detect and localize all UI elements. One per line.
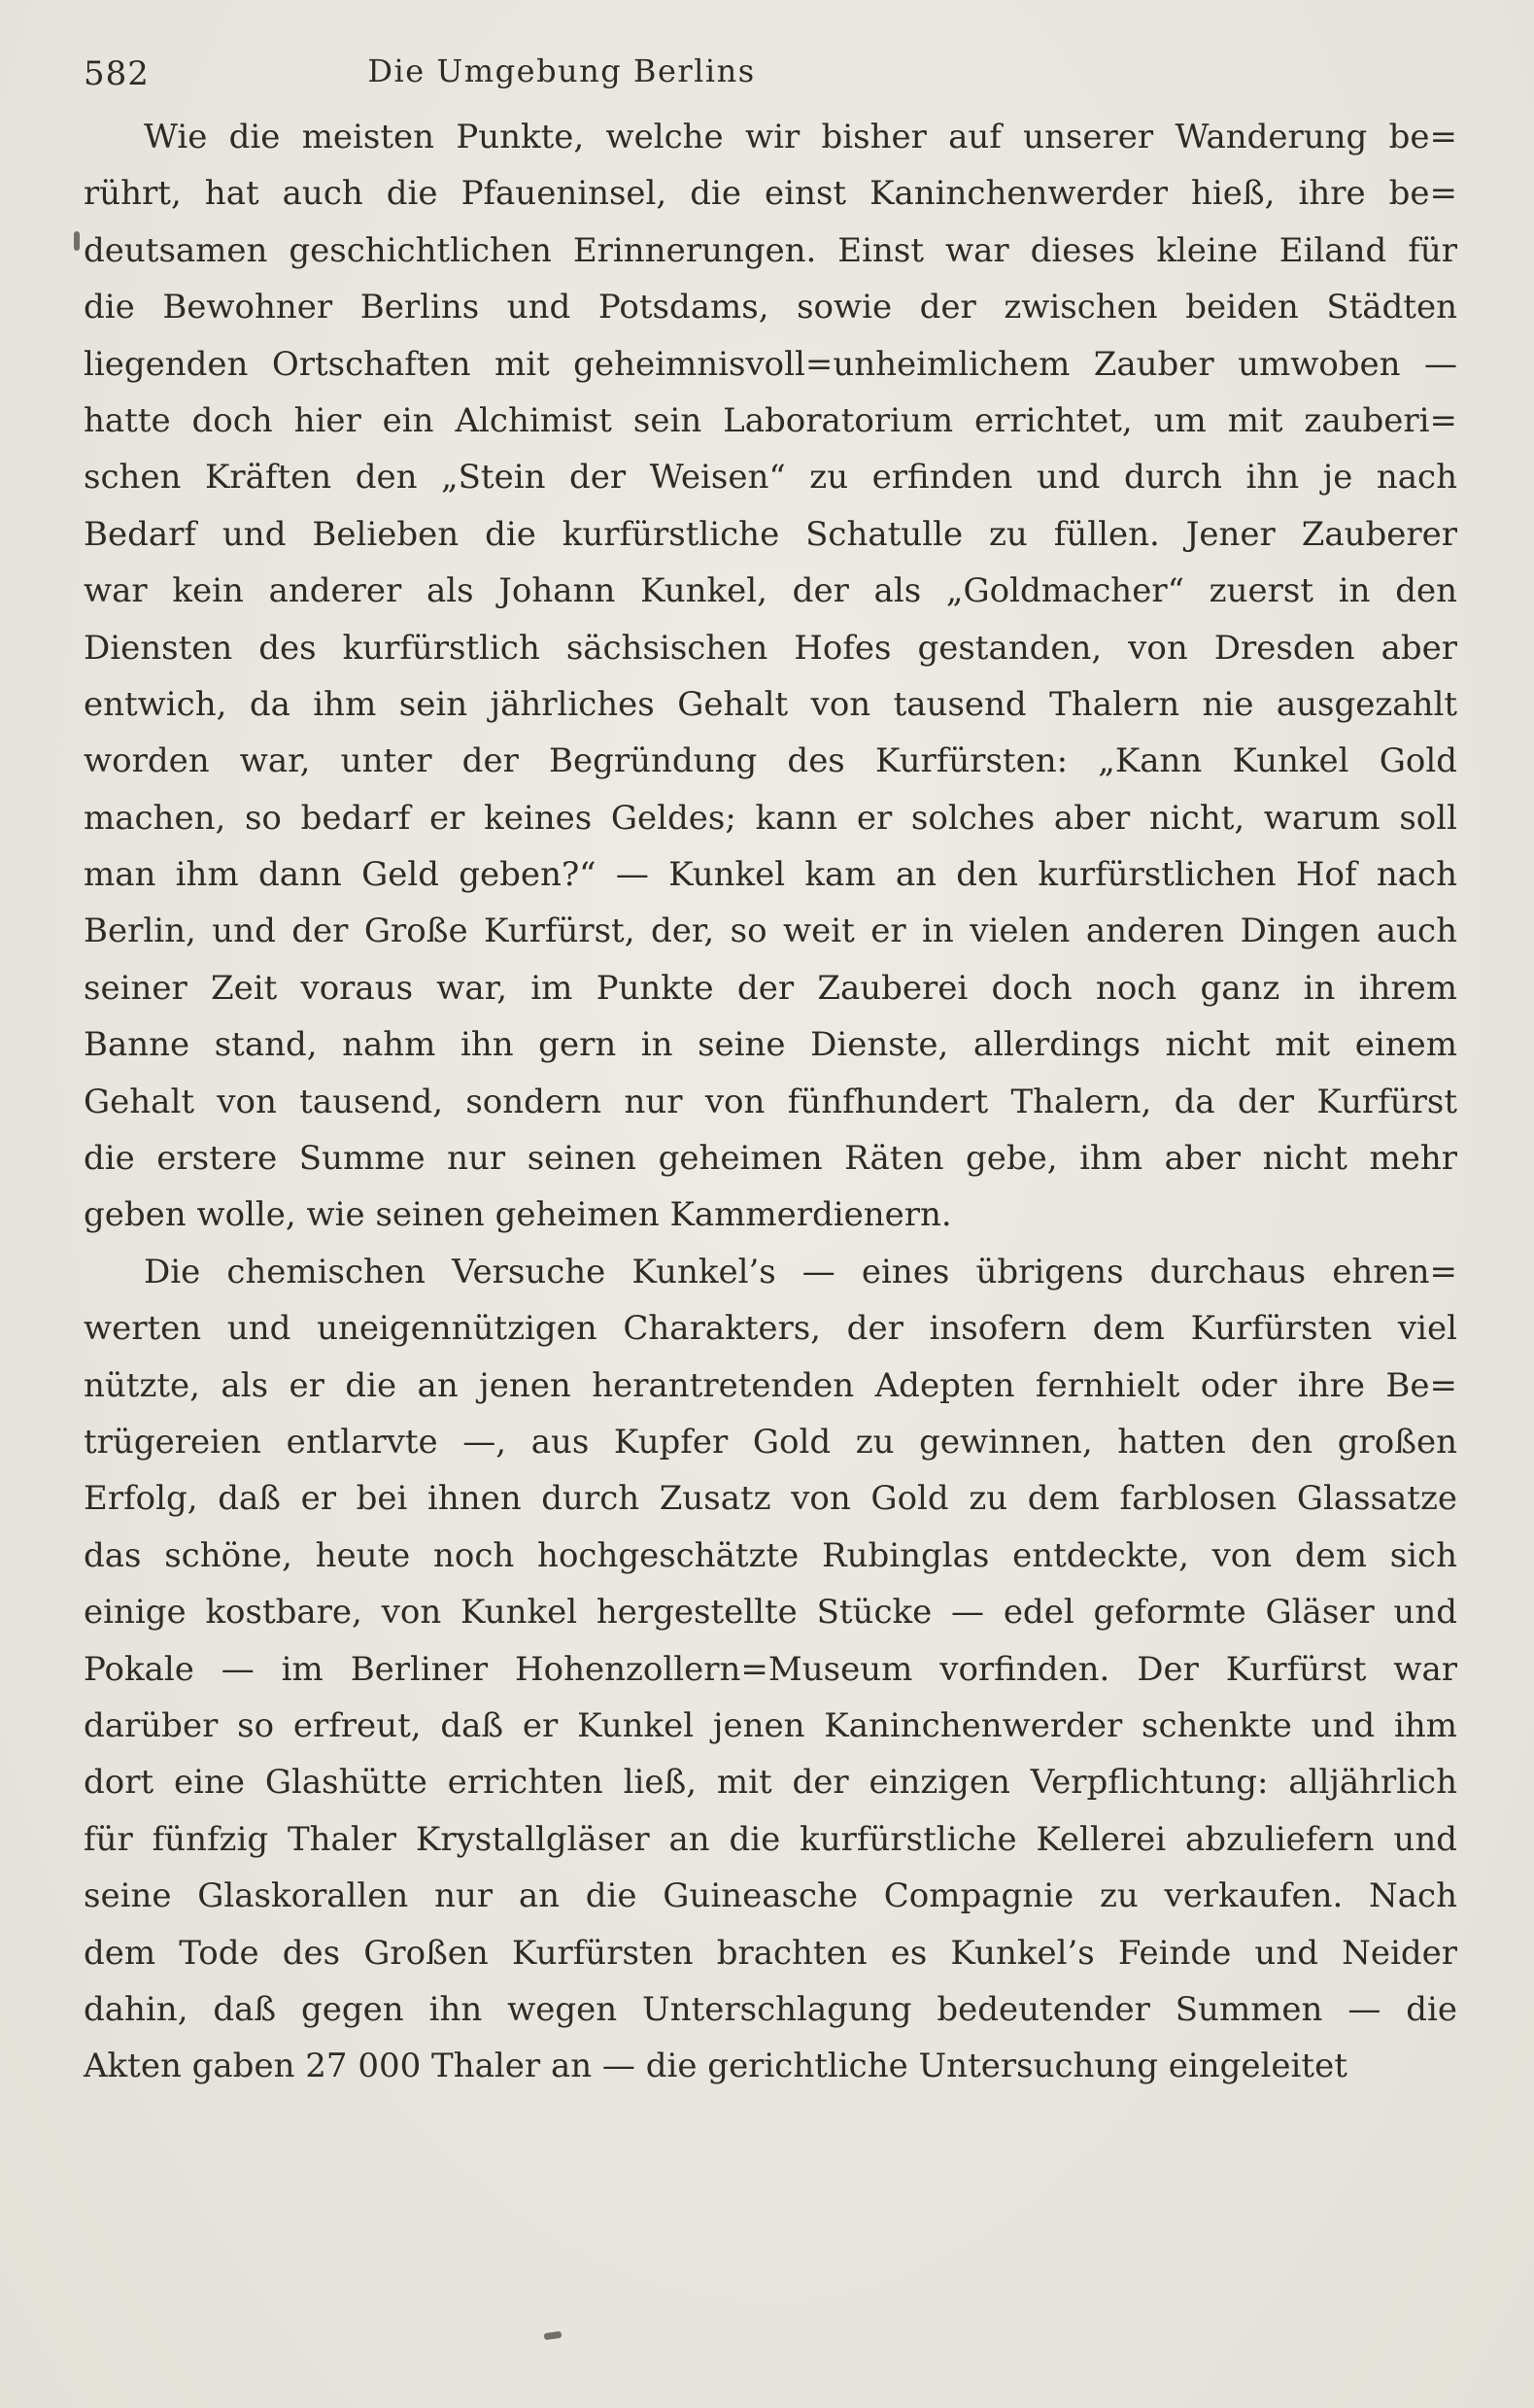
text-line: geben wolle, wie seinen geheimen Kammerdienern. (84, 1195, 952, 1235)
text-line: dem Tode des Großen Kurfürsten brachten es Kunkel’s Feinde und Neider (84, 1933, 1457, 1973)
paragraph-2 (84, 1244, 1457, 2095)
text-line: entwich, da ihm sein jährliches Gehalt von tausend Thalern nie ausgezahlt (84, 684, 1457, 724)
text-line: Berlin, und der Große Kurfürst, der, so weit er in vielen anderen Dingen auch (84, 912, 1457, 951)
text-line: Bedarf und Belieben die kurfürstliche Schatulle zu füllen. Jener Zauberer (84, 514, 1457, 554)
text-line: man ihm dann Geld geben?“ — Kunkel kam an den kurfürstlichen Hof nach (84, 855, 1457, 895)
ink-speck (74, 231, 80, 251)
text-line: trügereien entlarvte —, aus Kupfer Gold zu gewinnen, hatten den großen (84, 1422, 1457, 1462)
text-line: Akten gaben 27 000 Thaler an — die gerichtliche Untersuchung eingeleitet (84, 2047, 1347, 2086)
text-line: Banne stand, nahm ihn gern in seine Dienste, allerdings nicht mit einem (84, 1025, 1457, 1065)
page-header (0, 52, 1534, 97)
text-line: werten und uneigennützigen Charakters, der insofern dem Kurfürsten viel (84, 1309, 1457, 1349)
body-text (84, 109, 1457, 2095)
text-line: Pokale — im Berliner Hohenzollern=Museum vorfinden. Der Kurfürst war (84, 1649, 1457, 1689)
text-line: rührt, hat auch die Pfaueninsel, die einst Kaninchenwerder hieß, ihre be= (84, 174, 1457, 214)
text-line: machen, so bedarf er keines Geldes; kann er solches aber nicht, warum soll (84, 798, 1457, 838)
text-line: worden war, unter der Begründung des Kurfürsten: „Kann Kunkel Gold (84, 741, 1457, 781)
text-line: schen Kräften den „Stein der Weisen“ zu erfinden und durch ihn je nach (84, 458, 1457, 498)
text-line: seine Glaskorallen nur an die Guineasche Compagnie zu verkaufen. Nach (84, 1876, 1457, 1916)
text-line: Wie die meisten Punkte, welche wir bisher auf unserer Wanderung be= (144, 118, 1457, 156)
text-line: darüber so erfreut, daß er Kunkel jenen Kaninchenwerder schenkte und ihm (84, 1705, 1457, 1745)
text-line: deutsamen geschichtlichen Erinnerungen. Einst war dieses kleine Eiland für (84, 230, 1457, 270)
text-line: das schöne, heute noch hochgeschätzte Rubinglas entdeckte, von dem sich (84, 1535, 1457, 1575)
paragraph-1 (84, 109, 1457, 1244)
page-number: 582 (84, 54, 150, 93)
text-line: Die chemischen Versuche Kunkel’s — eines übrigens durchaus ehren= (144, 1252, 1457, 1291)
text-line: für fünfzig Thaler Krystallgläser an die kurfürstliche Kellerei abzuliefern und (84, 1819, 1457, 1859)
text-line: seiner Zeit voraus war, im Punkte der Zauberei doch noch ganz in ihrem (84, 968, 1457, 1008)
text-line: die Bewohner Berlins und Potsdams, sowie der zwischen beiden Städten (84, 288, 1457, 327)
text-line: liegenden Ortschaften mit geheimnisvoll=unheimlichem Zauber umwoben — (84, 344, 1457, 384)
text-line: Gehalt von tausend, sondern nur von fünfhundert Thalern, da der Kurfürst (84, 1082, 1457, 1121)
ink-speck (544, 2331, 562, 2340)
text-line: nützte, als er die an jenen herantretenden Adepten fernhielt oder ihre Be= (84, 1365, 1457, 1405)
text-line: Erfolg, daß er bei ihnen durch Zusatz von Gold zu dem farblosen Glassatze (84, 1479, 1457, 1519)
text-line: war kein anderer als Johann Kunkel, der als „Goldmacher“ zuerst in den (84, 571, 1457, 611)
text-line: dort eine Glashütte errichten ließ, mit der einzigen Verpflichtung: alljährlich (84, 1763, 1457, 1803)
text-line: Diensten des kurfürstlich sächsischen Hofes gestanden, von Dresden aber (84, 628, 1457, 668)
text-line: die erstere Summe nur seinen geheimen Räten gebe, ihm aber nicht mehr (84, 1139, 1457, 1179)
running-header-title: Die Umgebung Berlins (367, 52, 756, 89)
text-line: hatte doch hier ein Alchimist sein Laboratorium errichtet, um mit zauberi= (84, 400, 1457, 440)
text-line: einige kostbare, von Kunkel hergestellte Stücke — edel geformte Gläser und (84, 1593, 1457, 1633)
text-line: dahin, daß gegen ihn wegen Unterschlagung bedeutender Summen — die (84, 1989, 1457, 2029)
